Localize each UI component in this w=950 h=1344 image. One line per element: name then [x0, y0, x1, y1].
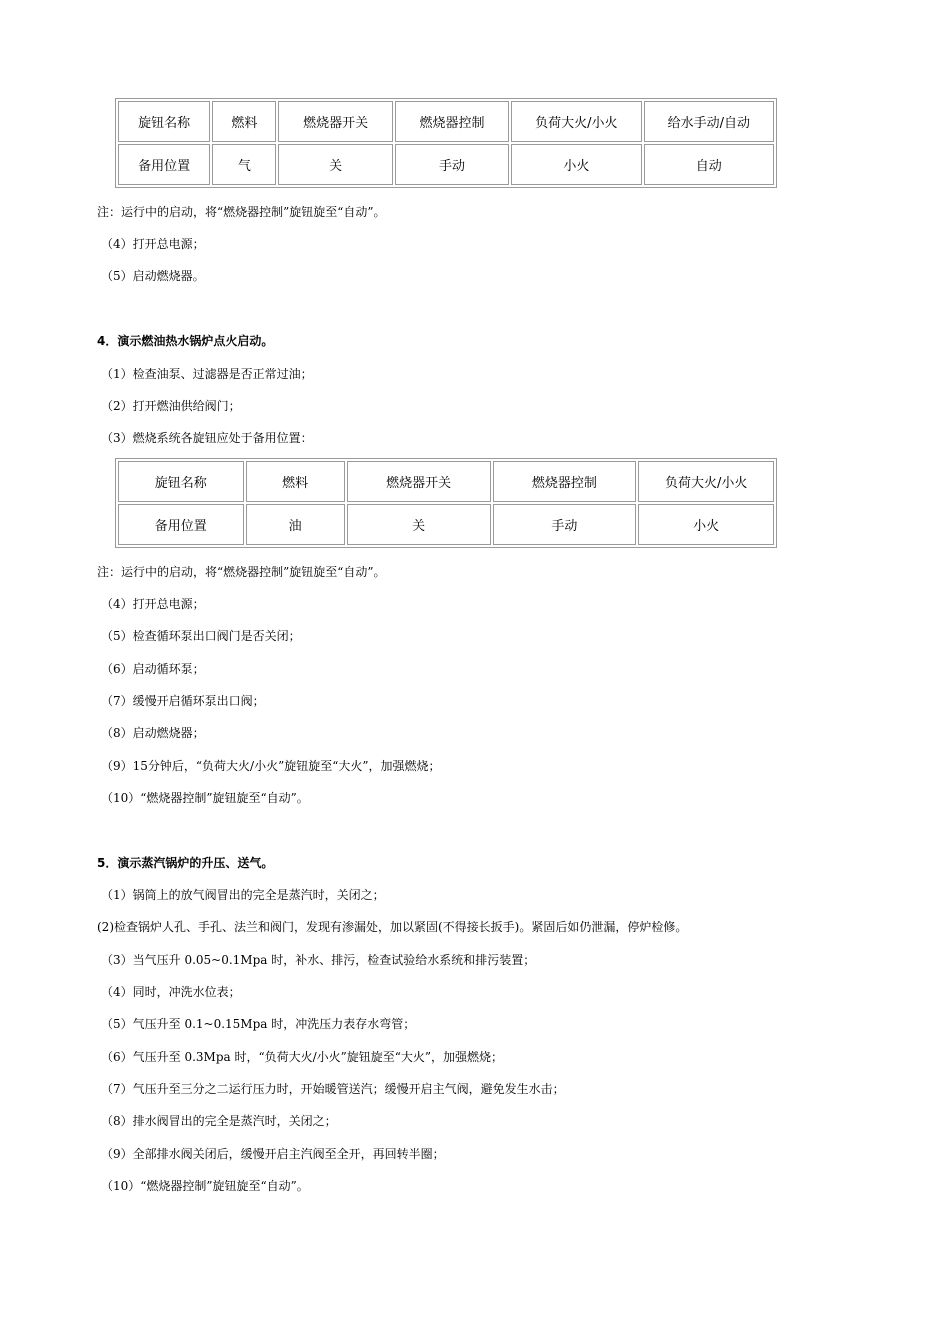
note-text: 注：运行中的启动，将“燃烧器控制”旋钮旋至“自动”。 [97, 205, 386, 219]
table-cell: 备用位置 [118, 504, 244, 545]
table-cell: 备用位置 [118, 144, 210, 185]
table-cell: 旋钮名称 [118, 461, 244, 502]
list-item: （4）同时，冲洗水位表； [101, 985, 241, 999]
list-item: （10）“燃烧器控制”旋钮旋至“自动”。 [101, 791, 309, 805]
table-cell: 燃料 [246, 461, 345, 502]
table-cell: 负荷大火/小火 [638, 461, 774, 502]
table-row [118, 101, 774, 142]
list-item: (2)检查锅炉人孔、手孔、法兰和阀门，发现有渗漏处，加以紧固(不得接长扳手)。紧固后如仍泄漏，停炉检修。 [97, 920, 688, 934]
table-cell: 小火 [638, 504, 774, 545]
section-heading: 5．演示蒸汽锅炉的升压、送气。 [97, 856, 274, 870]
table-row [118, 504, 774, 545]
list-item: （6）启动循环泵； [101, 662, 205, 676]
table-cell: 燃烧器开关 [347, 461, 491, 502]
list-item: （9）全部排水阀关闭后，缓慢开启主汽阀至全开，再回转半圈； [101, 1147, 445, 1161]
list-item: （8）启动燃烧器； [101, 726, 205, 740]
table-cell: 燃烧器控制 [493, 461, 637, 502]
list-item: （6）气压升至 0.3Mpa 时，“负荷大火/小火”旋钮旋至“大火”，加强燃烧； [101, 1050, 504, 1064]
table-cell: 燃烧器控制 [395, 101, 509, 142]
table-row [118, 461, 774, 502]
table-cell: 自动 [644, 144, 774, 185]
table-cell: 燃料 [212, 101, 276, 142]
list-item: （1）检查油泵、过滤器是否正常过油； [101, 367, 313, 381]
list-item: （5）启动燃烧器。 [101, 269, 205, 283]
table-cell: 小火 [511, 144, 641, 185]
section-heading: 4．演示燃油热水锅炉点火启动。 [97, 334, 274, 348]
list-item: （10）“燃烧器控制”旋钮旋至“自动”。 [101, 1179, 309, 1193]
list-item: （9）15分钟后，“负荷大火/小火”旋钮旋至“大火”，加强燃烧； [101, 759, 441, 773]
table-cell: 手动 [395, 144, 509, 185]
list-item: （5）气压升至 0.1~0.15Mpa 时，冲洗压力表存水弯管； [101, 1017, 416, 1031]
list-item: （4）打开总电源； [101, 237, 205, 251]
table-cell: 气 [212, 144, 276, 185]
table-cell: 关 [347, 504, 491, 545]
table-cell: 燃烧器开关 [278, 101, 392, 142]
list-item: （7）气压升至三分之二运行压力时，开始暖管送汽；缓慢开启主气阀，避免发生水击； [101, 1082, 565, 1096]
table-cell: 给水手动/自动 [644, 101, 774, 142]
list-item: （3）当气压升 0.05~0.1Mpa 时，补水、排污，检查试验给水系统和排污装置； [101, 953, 536, 967]
table-cell: 负荷大火/小火 [511, 101, 641, 142]
table-row [118, 144, 774, 185]
note-text: 注：运行中的启动，将“燃烧器控制”旋钮旋至“自动”。 [97, 565, 386, 579]
list-item: （3）燃烧系统各旋钮应处于备用位置： [101, 431, 313, 445]
list-item: （4）打开总电源； [101, 597, 205, 611]
list-item: （1）锅筒上的放气阀冒出的完全是蒸汽时，关闭之； [101, 888, 385, 902]
table-cell: 关 [278, 144, 392, 185]
knob-table-oil [115, 458, 777, 548]
list-item: （7）缓慢开启循环泵出口阀； [101, 694, 265, 708]
list-item: （8）排水阀冒出的完全是蒸汽时，关闭之； [101, 1114, 337, 1128]
table-cell: 手动 [493, 504, 637, 545]
table-cell: 油 [246, 504, 345, 545]
list-item: （2）打开燃油供给阀门； [101, 399, 241, 413]
table-cell: 旋钮名称 [118, 101, 210, 142]
knob-table-gas [115, 98, 777, 188]
list-item: （5）检查循环泵出口阀门是否关闭； [101, 629, 301, 643]
